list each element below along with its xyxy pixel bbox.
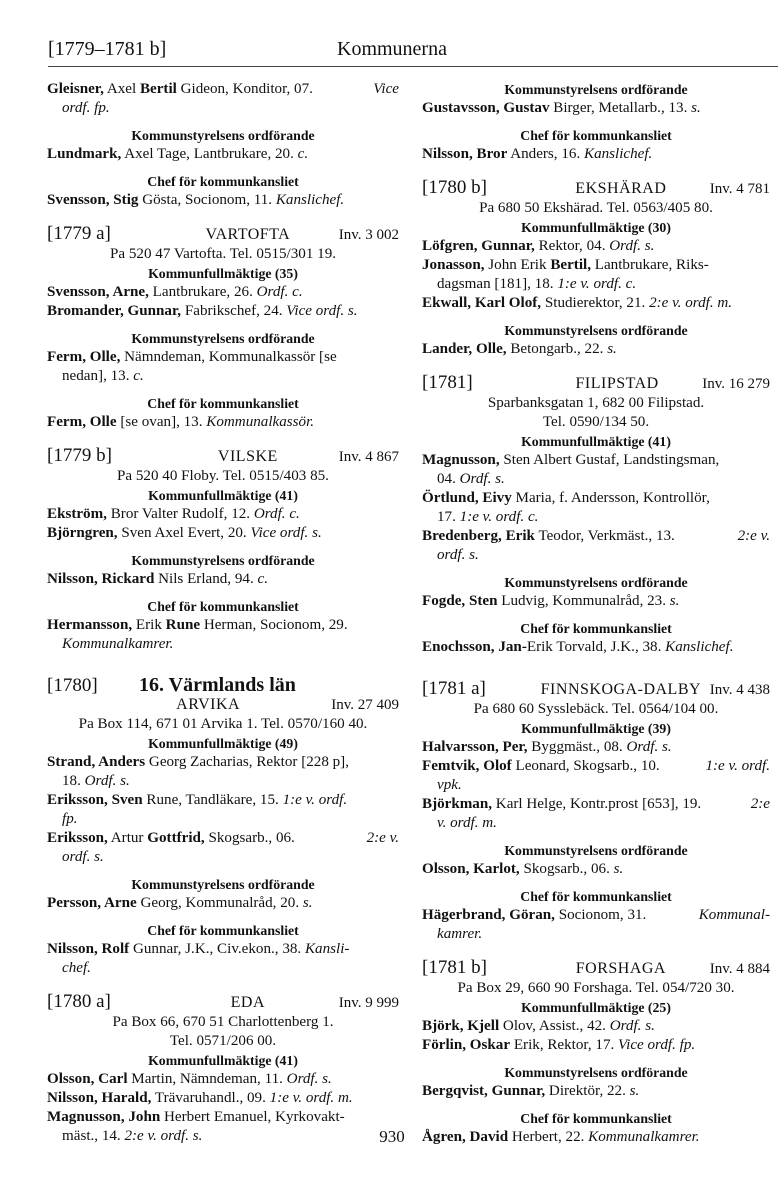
entry-line: Olsson, Carl Martin, Nämndeman, 11. Ordf. s. bbox=[47, 1071, 332, 1087]
entry-line: Hermansson, Erik Rune Herman, Socionom, 29. bbox=[47, 617, 348, 633]
entry-line: Hägerbrand, Göran, Socionom, 31. Kommunal- bbox=[422, 907, 770, 923]
role-heading: Chef för kommunkansliet bbox=[520, 1111, 672, 1126]
entry-line: Förlin, Oskar Erik, Rektor, 17. Vice ordf. fp. bbox=[422, 1037, 696, 1053]
municipality-vartofta bbox=[47, 224, 399, 432]
entry-line: ordf. s. bbox=[62, 849, 104, 865]
municipality-forshaga bbox=[422, 958, 770, 1147]
entry-line: vpk. bbox=[437, 777, 462, 793]
right-column bbox=[422, 80, 770, 1147]
entry-line: ordf. s. bbox=[437, 547, 479, 563]
role-heading: Kommunstyrelsens ordförande bbox=[131, 553, 315, 568]
left-column bbox=[47, 80, 399, 1146]
role-heading: Kommunstyrelsens ordförande bbox=[504, 323, 688, 338]
address: Pa Box 29, 660 90 Forshaga. Tel. 054/720 30. bbox=[457, 980, 735, 996]
entry-line: chef. bbox=[62, 960, 91, 976]
municipality-heading: [1781 b] FORSHAGA Inv. 4 884 bbox=[422, 957, 770, 978]
role-heading: Kommunfullmäktige (49) bbox=[148, 736, 298, 751]
entry-line: Bergqvist, Gunnar, Direktör, 22. s. bbox=[422, 1083, 640, 1099]
entry-line: Nilsson, Bror Anders, 16. Kanslichef. bbox=[422, 146, 653, 162]
role-heading: Chef för kommunkansliet bbox=[147, 599, 299, 614]
entry-line: dagsman [181], 18. 1:e v. ordf. c. bbox=[437, 276, 637, 292]
entry-line: Magnusson, Sten Albert Gustaf, Landstingsman, bbox=[422, 452, 720, 468]
municipality-eksharad bbox=[422, 178, 770, 359]
address: Sparbanksgatan 1, 682 00 Filipstad. bbox=[487, 395, 705, 411]
entry-line: Nilsson, Rickard Nils Erland, 94. c. bbox=[47, 571, 268, 587]
role-heading: Kommunfullmäktige (25) bbox=[521, 1000, 671, 1015]
role-heading: Kommunstyrelsens ordförande bbox=[504, 82, 688, 97]
entry-line: Ekström, Bror Valter Rudolf, 12. Ordf. c. bbox=[47, 506, 300, 522]
page-number: 930 bbox=[379, 1127, 405, 1146]
role-heading: Kommunstyrelsens ordförande bbox=[504, 575, 688, 590]
entry-line: Gustavsson, Gustav Birger, Metallarb., 13. s. bbox=[422, 100, 701, 116]
entry-line: Lundmark, Axel Tage, Lantbrukare, 20. c. bbox=[47, 146, 309, 162]
entry-line: Ekwall, Karl Olof, Studierektor, 21. 2:e v. ordf. m. bbox=[422, 295, 733, 311]
entry-line: Bredenberg, Erik Teodor, Verkmäst., 13. 2:e v. bbox=[422, 528, 770, 544]
entry-line: Ferm, Olle, Nämndeman, Kommunalkassör [se bbox=[47, 349, 337, 365]
entry-line: Nilsson, Rolf Gunnar, J.K., Civ.ekon., 38. Kansli- bbox=[47, 941, 350, 957]
municipality-heading: ARVIKA Inv. 27 409 bbox=[176, 696, 399, 713]
role-heading: Kommunstyrelsens ordförande bbox=[504, 843, 688, 858]
entry-line: Löfgren, Gunnar, Rektor, 04. Ordf. s. bbox=[422, 238, 655, 254]
role-heading: Chef för kommunkansliet bbox=[520, 128, 672, 143]
municipality-heading: [1781 a] FINNSKOGA-DALBY Inv. 4 438 bbox=[422, 678, 770, 699]
address: Pa 680 60 Sysslebäck. Tel. 0564/104 00. bbox=[473, 701, 719, 717]
role-heading: Kommunfullmäktige (30) bbox=[521, 220, 671, 235]
entry-line: Enochsson, Jan-Erik Torvald, J.K., 38. Kanslichef. bbox=[422, 639, 734, 655]
municipality-vilske bbox=[47, 446, 399, 654]
entry-line: mäst., 14. 2:e v. ordf. s. bbox=[62, 1128, 203, 1144]
entry-line: Jonasson, John Erik Bertil, Lantbrukare, Riks- bbox=[422, 257, 709, 273]
entry-line: Lander, Olle, Betongarb., 22. s. bbox=[422, 341, 617, 357]
role-heading: Kommunfullmäktige (41) bbox=[148, 1053, 298, 1068]
entry-line: 04. Ordf. s. bbox=[437, 471, 505, 487]
entry-line: Olsson, Karlot, Skogsarb., 06. s. bbox=[422, 861, 624, 877]
entry-line: Bromander, Gunnar, Fabrikschef, 24. Vice ordf. s. bbox=[47, 303, 358, 319]
entry-line: Gleisner, Axel Bertil Gideon, Konditor, 07. Vice bbox=[47, 81, 399, 97]
address: Pa Box 66, 670 51 Charlottenberg 1. bbox=[112, 1014, 334, 1030]
entry-line: Persson, Arne Georg, Kommunalråd, 20. s. bbox=[47, 895, 313, 911]
entry-line: Svensson, Stig Gösta, Socionom, 11. Kanslichef. bbox=[47, 192, 345, 208]
entry-line: kamrer. bbox=[437, 926, 483, 942]
municipality-heading: [1780 b] EKSHÄRAD Inv. 4 781 bbox=[422, 177, 770, 198]
role-heading: Kommunfullmäktige (41) bbox=[521, 434, 671, 449]
county-title: 16. Värmlands län bbox=[139, 674, 296, 696]
header-title: Kommunerna bbox=[337, 38, 447, 60]
entry-continued bbox=[47, 80, 399, 210]
county-varmland bbox=[47, 676, 399, 978]
address: Pa Box 114, 671 01 Arvika 1. Tel. 0570/160 40. bbox=[78, 716, 368, 732]
municipality-eda bbox=[47, 992, 399, 1146]
entry-line: Eriksson, Artur Gottfrid, Skogsarb., 06. 2:e v. bbox=[47, 830, 399, 846]
role-heading: Kommunstyrelsens ordförande bbox=[131, 128, 315, 143]
header-rule bbox=[48, 66, 778, 67]
entry-line: Svensson, Arne, Lantbrukare, 26. Ordf. c. bbox=[47, 284, 303, 300]
municipality-heading: [1779 b] VILSKE Inv. 4 867 bbox=[47, 445, 399, 466]
entry-line: Björngren, Sven Axel Evert, 20. Vice ordf. s. bbox=[47, 525, 322, 541]
entry-line: Nilsson, Harald, Trävaruhandl., 09. 1:e v. ordf. m. bbox=[47, 1090, 353, 1106]
entry-line: Eriksson, Sven Rune, Tandläkare, 15. 1:e v. ordf. bbox=[47, 792, 348, 808]
entry-line: Kommunalkamrer. bbox=[62, 636, 174, 652]
address: Pa 680 50 Ekshärad. Tel. 0563/405 80. bbox=[479, 200, 713, 216]
county-heading: [1780] 16. Värmlands län bbox=[47, 674, 296, 696]
address: Pa 520 47 Vartofta. Tel. 0515/301 19. bbox=[109, 246, 337, 262]
address: Tel. 0571/206 00. bbox=[169, 1033, 277, 1049]
entry-line: Ågren, David Herbert, 22. Kommunalkamrer. bbox=[422, 1129, 700, 1145]
address: Tel. 0590/134 50. bbox=[542, 414, 650, 430]
entry-line: Björkman, Karl Helge, Kontr.prost [653], 19. 2:e bbox=[422, 796, 770, 812]
entry-line: 17. 1:e v. ordf. c. bbox=[437, 509, 539, 525]
entry-line: Femtvik, Olof Leonard, Skogsarb., 10. 1:e v. ordf. bbox=[422, 758, 770, 774]
header-range: [1779–1781 b] bbox=[48, 38, 167, 60]
entry-line: Fogde, Sten Ludvig, Kommunalråd, 23. s. bbox=[422, 593, 680, 609]
role-heading: Kommunfullmäktige (39) bbox=[521, 721, 671, 736]
municipality-heading: [1780 a] EDA Inv. 9 999 bbox=[47, 991, 399, 1012]
address: Pa 520 40 Floby. Tel. 0515/403 85. bbox=[117, 468, 329, 484]
entry-line: ordf. fp. bbox=[62, 100, 110, 116]
entry-line: Björk, Kjell Olov, Assist., 42. Ordf. s. bbox=[422, 1018, 655, 1034]
municipality-filipstad bbox=[422, 373, 770, 657]
entry-continued bbox=[422, 80, 770, 164]
entry-line: Örtlund, Eivy Maria, f. Andersson, Kontrollör, bbox=[422, 490, 710, 506]
entry-line: Strand, Anders Georg Zacharias, Rektor [228 p], bbox=[47, 754, 349, 770]
role-heading: Chef för kommunkansliet bbox=[520, 889, 672, 904]
role-heading: Kommunstyrelsens ordförande bbox=[131, 877, 315, 892]
entry-line: fp. bbox=[62, 811, 78, 827]
role-heading: Chef för kommunkansliet bbox=[147, 396, 299, 411]
entry-line: nedan], 13. c. bbox=[62, 368, 144, 384]
entry-line: Ferm, Olle [se ovan], 13. Kommunalkassör. bbox=[47, 414, 315, 430]
role-heading: Kommunstyrelsens ordförande bbox=[504, 1065, 688, 1080]
role-heading: Chef för kommunkansliet bbox=[520, 621, 672, 636]
role-heading: Kommunfullmäktige (41) bbox=[148, 488, 298, 503]
role-heading: Kommunfullmäktige (35) bbox=[148, 266, 298, 281]
entry-line: v. ordf. m. bbox=[437, 815, 497, 831]
entry-line: Halvarsson, Per, Byggmäst., 08. Ordf. s. bbox=[422, 739, 672, 755]
role-heading: Chef för kommunkansliet bbox=[147, 923, 299, 938]
role-heading: Kommunstyrelsens ordförande bbox=[131, 331, 315, 346]
entry-line: Magnusson, John Herbert Emanuel, Kyrkovakt- bbox=[47, 1109, 345, 1125]
municipality-heading: [1781] FILIPSTAD Inv. 16 279 bbox=[422, 372, 770, 393]
municipality-finnskoga-dalby bbox=[422, 679, 770, 944]
role-heading: Chef för kommunkansliet bbox=[147, 174, 299, 189]
entry-line: 18. Ordf. s. bbox=[62, 773, 130, 789]
municipality-heading: [1779 a] VARTOFTA Inv. 3 002 bbox=[47, 223, 399, 244]
